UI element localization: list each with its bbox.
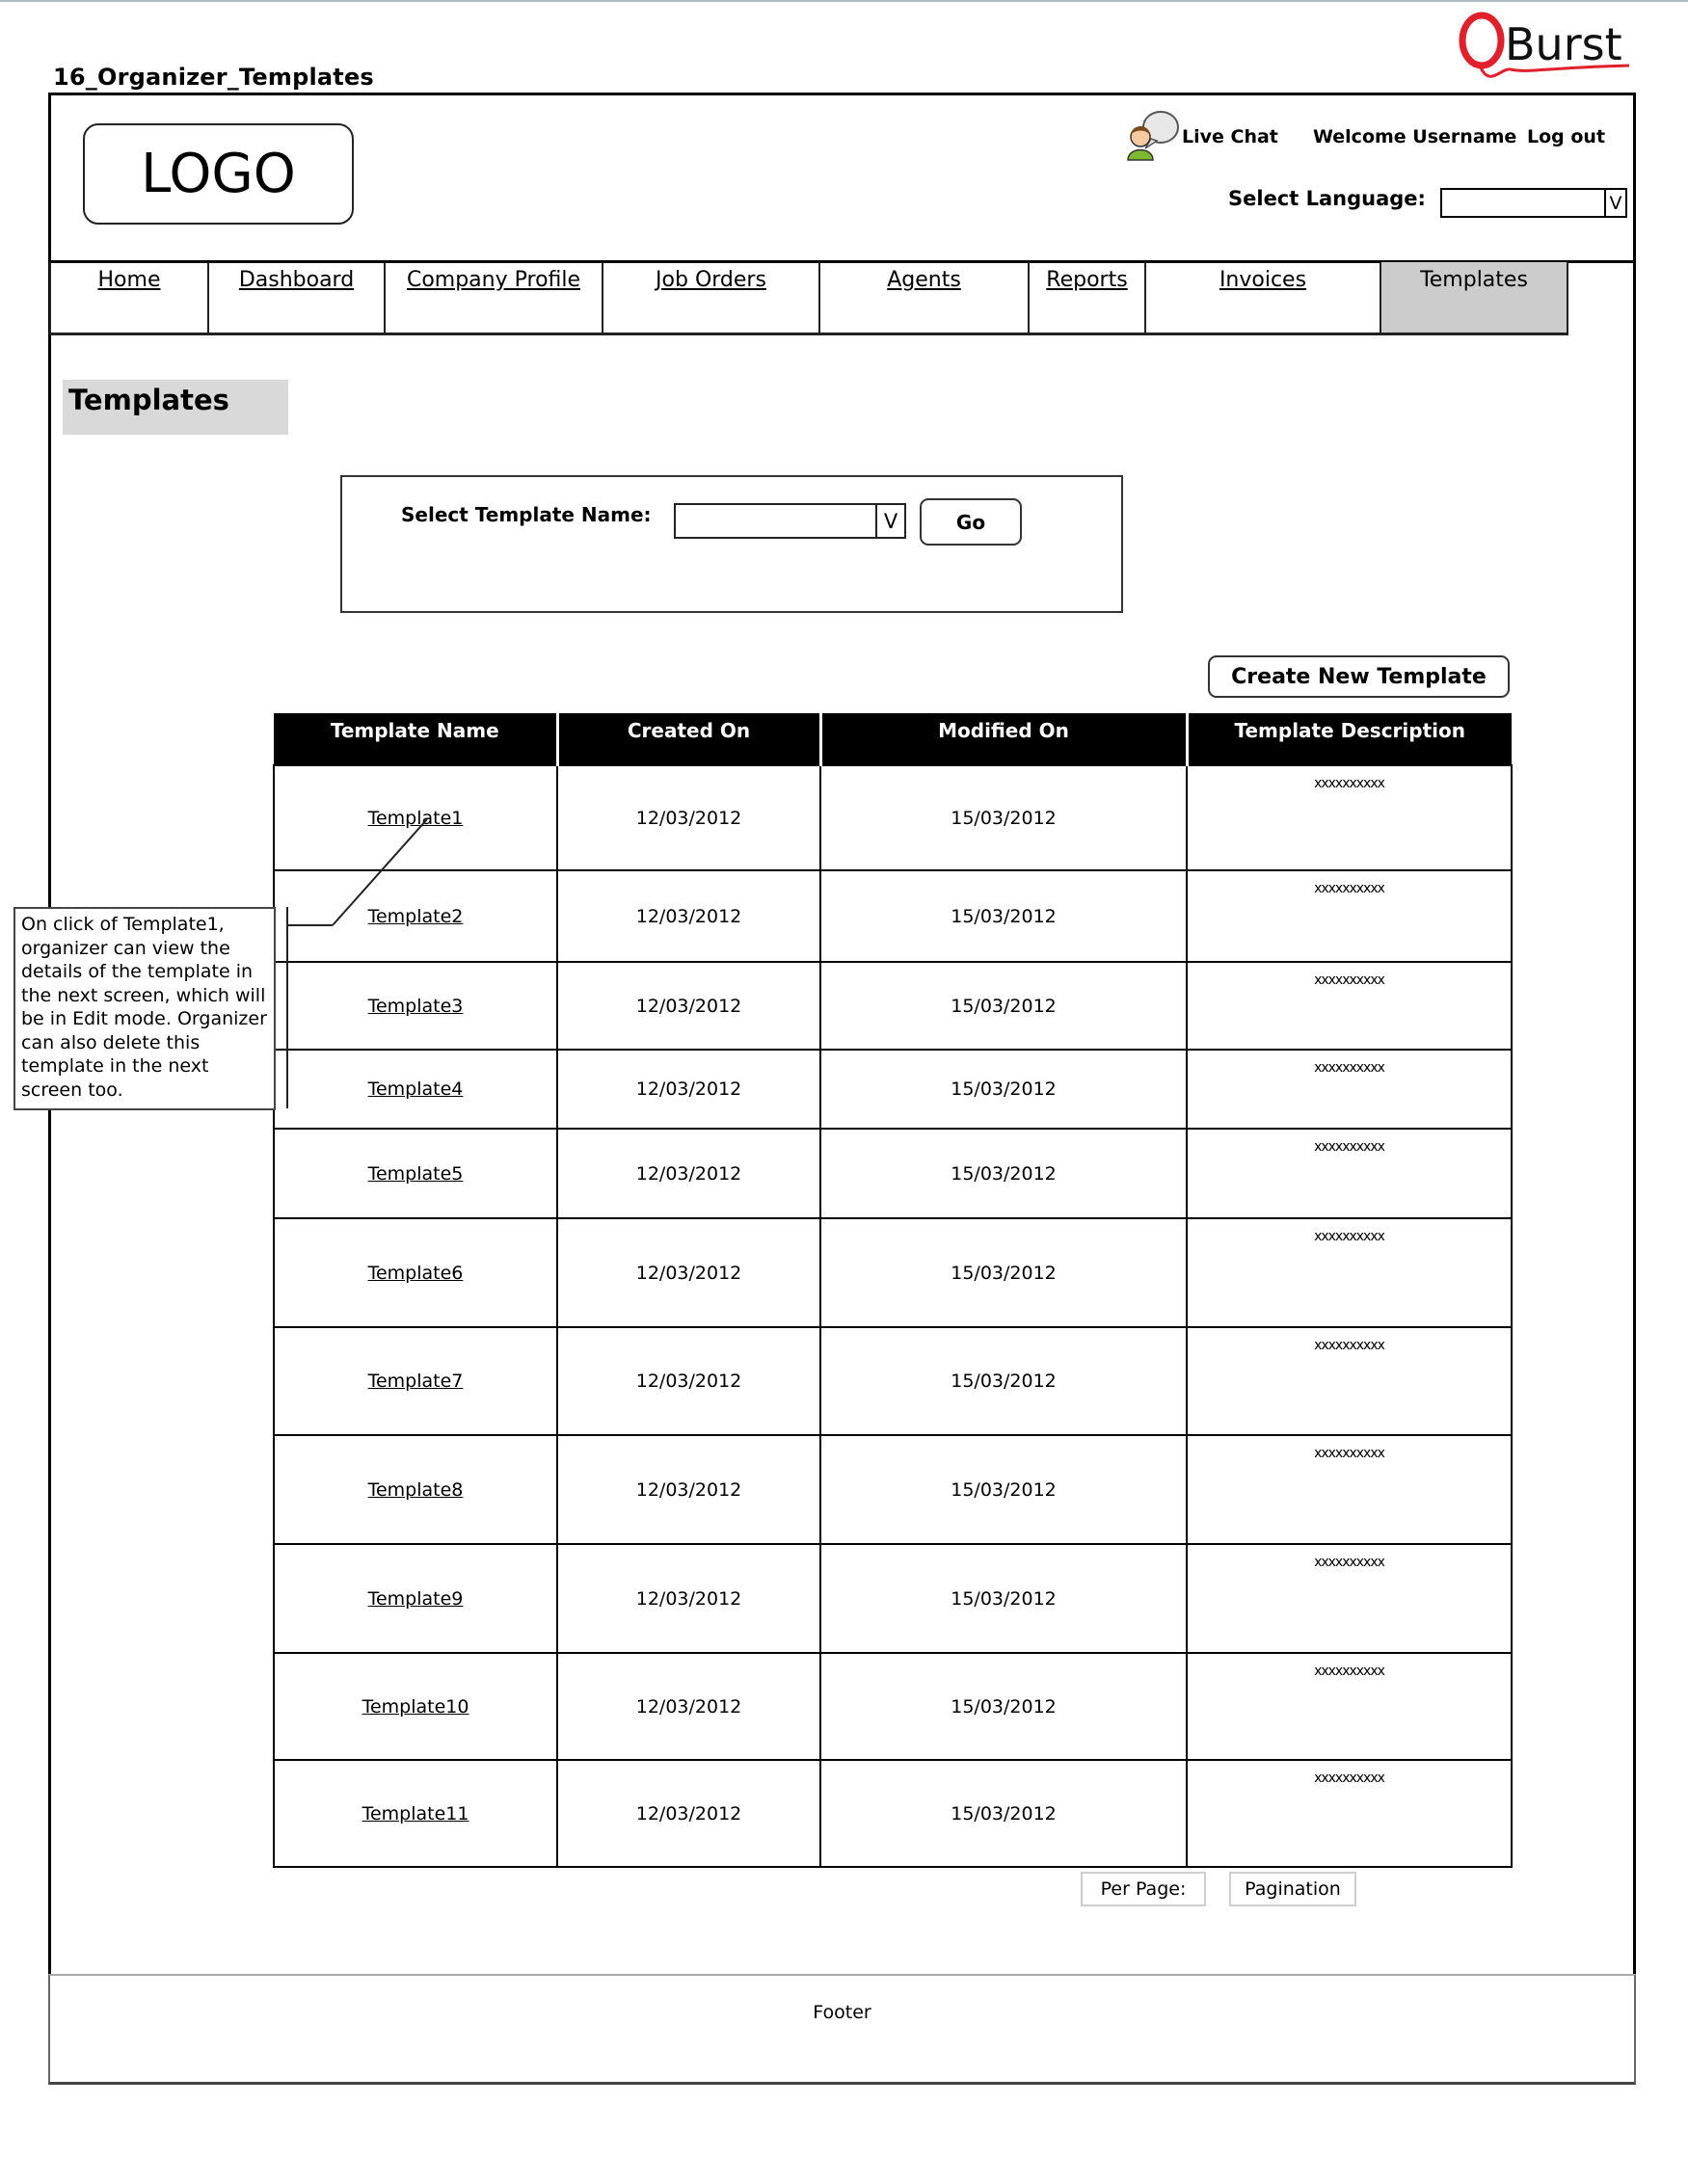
description-cell: xxxxxxxxxx <box>1187 1218 1512 1327</box>
template-link[interactable]: Template7 <box>367 1371 464 1392</box>
modified-on-cell: 15/03/2012 <box>820 1653 1187 1760</box>
table-row <box>274 962 1512 1050</box>
description-cell: xxxxxxxxxx <box>1187 1760 1512 1867</box>
template-link[interactable]: Template8 <box>367 1478 464 1501</box>
template-name-select[interactable] <box>674 503 906 539</box>
created-on-cell: 12/03/2012 <box>557 1129 820 1218</box>
main-nav <box>49 262 1568 335</box>
table-row <box>274 1544 1512 1653</box>
nav-invoices[interactable]: Invoices <box>1146 262 1381 335</box>
column-header-template-name[interactable]: Template Name <box>274 713 557 765</box>
table-row <box>274 1760 1512 1867</box>
template-link[interactable]: Template1 <box>367 807 464 829</box>
template-link[interactable]: Template9 <box>367 1587 464 1610</box>
top-border <box>0 0 1688 2</box>
modified-on-cell: 15/03/2012 <box>820 962 1187 1050</box>
table-header-row <box>274 713 1512 765</box>
annotation-connector <box>270 810 443 1118</box>
nav-templates[interactable]: Templates <box>1381 262 1568 335</box>
description-cell: xxxxxxxxxx <box>1187 1653 1512 1760</box>
template-link[interactable]: Template3 <box>367 995 464 1017</box>
create-new-template-button[interactable]: Create New Template <box>1208 655 1510 698</box>
modified-on-cell: 15/03/2012 <box>820 1544 1187 1653</box>
template-link[interactable]: Template2 <box>367 905 464 927</box>
description-cell: xxxxxxxxxx <box>1187 870 1512 962</box>
template-link[interactable]: Template6 <box>367 1262 464 1284</box>
footer-text: Footer <box>813 2002 871 2023</box>
templates-table <box>273 713 1513 1868</box>
created-on-cell: 12/03/2012 <box>557 1653 820 1760</box>
table-row <box>274 1435 1512 1544</box>
table-row <box>274 1050 1512 1129</box>
section-title: Templates <box>63 380 288 435</box>
table-row <box>274 1327 1512 1435</box>
logo[interactable]: LOGO <box>83 123 354 225</box>
welcome-username: Welcome Username <box>1313 126 1517 147</box>
created-on-cell: 12/03/2012 <box>557 1218 820 1327</box>
nav-job-orders[interactable]: Job Orders <box>603 262 820 335</box>
table-row <box>274 765 1512 870</box>
created-on-cell: 12/03/2012 <box>557 962 820 1050</box>
description-cell: xxxxxxxxxx <box>1187 1050 1512 1129</box>
created-on-cell: 12/03/2012 <box>557 1544 820 1653</box>
column-header-template-description[interactable]: Template Description <box>1187 713 1512 765</box>
svg-text:Burst: Burst <box>1505 18 1622 70</box>
column-header-created-on[interactable]: Created On <box>557 713 820 765</box>
template-link[interactable]: Template5 <box>367 1162 464 1185</box>
qburst-brand-logo <box>1451 10 1634 87</box>
nav-reports[interactable]: Reports <box>1030 262 1146 335</box>
created-on-cell: 12/03/2012 <box>557 1435 820 1544</box>
created-on-cell: 12/03/2012 <box>557 1760 820 1867</box>
nav-home[interactable]: Home <box>49 262 209 335</box>
modified-on-cell: 15/03/2012 <box>820 1218 1187 1327</box>
chevron-down-icon[interactable]: V <box>1604 190 1625 216</box>
created-on-cell: 12/03/2012 <box>557 765 820 870</box>
created-on-cell: 12/03/2012 <box>557 870 820 962</box>
template-link[interactable]: Template10 <box>362 1695 469 1718</box>
language-select[interactable] <box>1440 188 1627 218</box>
nav-dashboard[interactable]: Dashboard <box>209 262 386 335</box>
page-title: 16_Organizer_Templates <box>53 64 374 91</box>
chevron-down-icon[interactable]: V <box>875 505 904 537</box>
description-cell: xxxxxxxxxx <box>1187 765 1512 870</box>
modified-on-cell: 15/03/2012 <box>820 1760 1187 1867</box>
modified-on-cell: 15/03/2012 <box>820 1129 1187 1218</box>
description-cell: xxxxxxxxxx <box>1187 1544 1512 1653</box>
description-cell: xxxxxxxxxx <box>1187 962 1512 1050</box>
live-chat-link[interactable]: Live Chat <box>1182 126 1278 147</box>
description-cell: xxxxxxxxxx <box>1187 1435 1512 1544</box>
table-row <box>274 1129 1512 1218</box>
logout-link[interactable]: Log out <box>1527 126 1606 147</box>
language-label: Select Language: <box>1228 187 1426 210</box>
modified-on-cell: 15/03/2012 <box>820 1050 1187 1129</box>
modified-on-cell: 15/03/2012 <box>820 1327 1187 1435</box>
chat-user-icon[interactable] <box>1124 108 1182 162</box>
table-row <box>274 1218 1512 1327</box>
table-row <box>274 1653 1512 1760</box>
footer <box>48 1974 1636 2085</box>
template-link[interactable]: Template11 <box>362 1802 469 1824</box>
description-cell: xxxxxxxxxx <box>1187 1129 1512 1218</box>
created-on-cell: 12/03/2012 <box>557 1327 820 1435</box>
per-page-control[interactable]: Per Page: <box>1081 1872 1206 1906</box>
created-on-cell: 12/03/2012 <box>557 1050 820 1129</box>
column-header-modified-on[interactable]: Modified On <box>820 713 1187 765</box>
nav-agents[interactable]: Agents <box>820 262 1030 335</box>
modified-on-cell: 15/03/2012 <box>820 1435 1187 1544</box>
pagination-control[interactable]: Pagination <box>1229 1872 1356 1906</box>
modified-on-cell: 15/03/2012 <box>820 870 1187 962</box>
modified-on-cell: 15/03/2012 <box>820 765 1187 870</box>
template-name-label: Select Template Name: <box>401 503 652 526</box>
description-cell: xxxxxxxxxx <box>1187 1327 1512 1435</box>
annotation-note: On click of Template1, organizer can view the details of the template in the next screen, which will be in Edit mode. Organizer can also delete this template in the next screen too. <box>13 907 276 1110</box>
table-row <box>274 870 1512 962</box>
template-link[interactable]: Template4 <box>367 1079 464 1100</box>
go-button[interactable]: Go <box>920 498 1022 546</box>
nav-company-profile[interactable]: Company Profile <box>386 262 603 335</box>
